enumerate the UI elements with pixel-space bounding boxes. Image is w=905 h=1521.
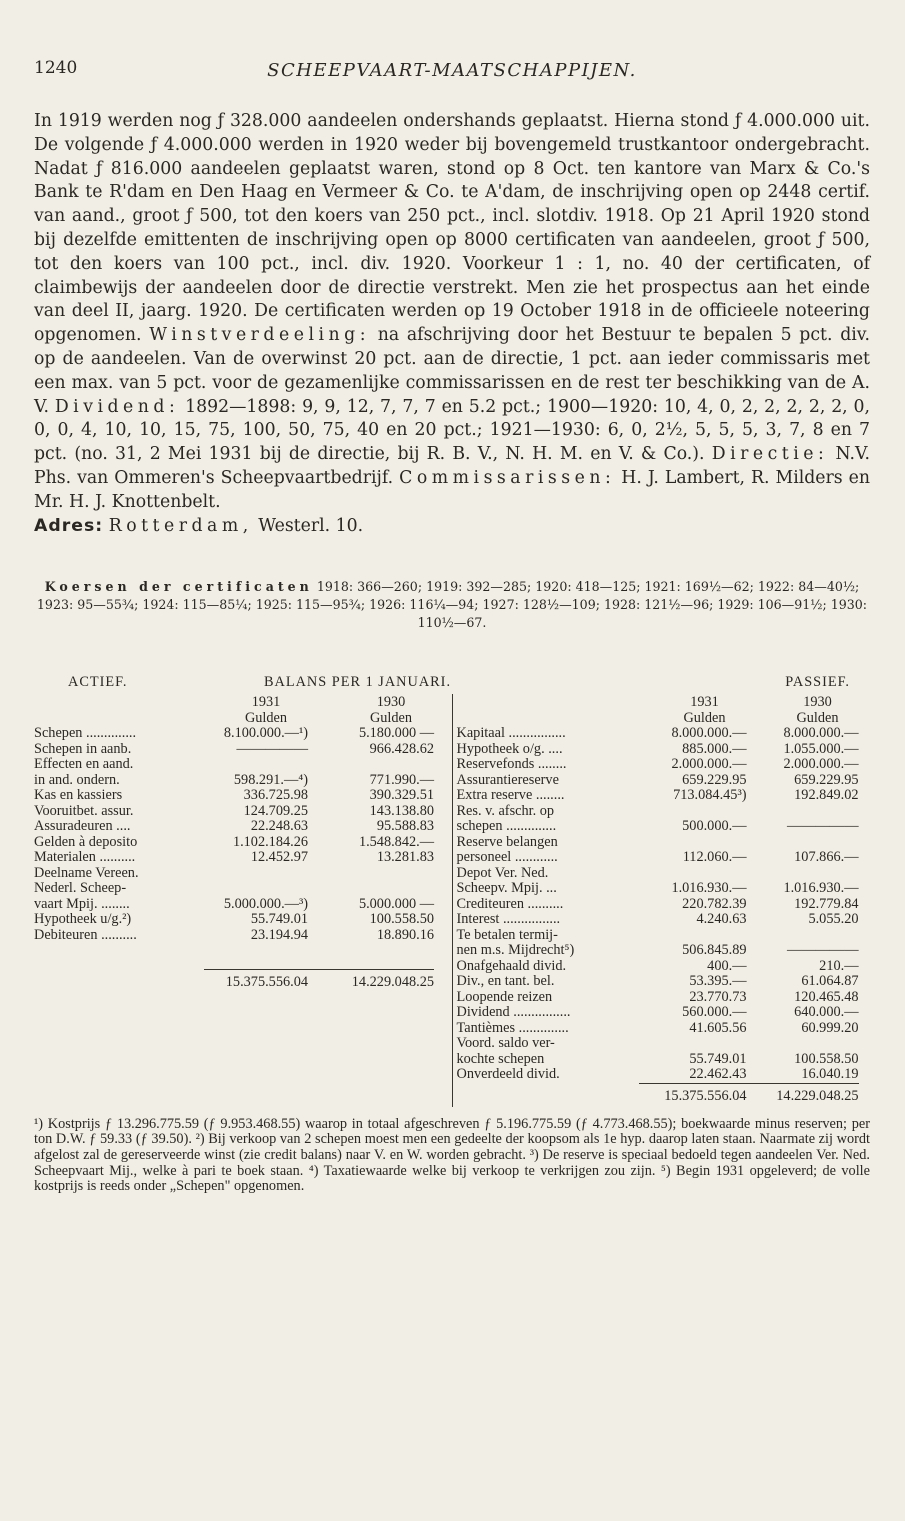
passief-value-1930: 5.055.20 [808,911,859,928]
actief-value-1931: 55.749.01 [250,911,308,928]
actief-row [34,881,452,897]
actief-label: Effecten en aand. [34,756,134,773]
passief-label: PASSIEF. [785,674,850,691]
passief-row [453,974,871,990]
passief-row [453,835,871,851]
passief-value-1931 [639,928,747,944]
passief-value-1930: 192.849.02 [794,787,859,804]
passief-label: Reservefonds ........ [456,756,567,773]
actief-value-1931: 124.709.25 [243,802,308,819]
passief-label: personeel ............ [456,849,558,866]
passief-value-1930: 8.000.000.— [783,725,859,742]
actief-value-1931: 23.194.94 [250,926,308,943]
passief-totals [453,1083,871,1107]
passief-label: nen m.s. Mijdrecht⁵) [456,942,575,959]
balance-header [34,674,870,694]
passief-label: Depot Ver. Ned. [456,864,549,881]
passief-row [453,881,871,897]
passief-row [453,742,871,758]
actief-value-1931: 336.725.98 [243,787,308,804]
footnotes: ¹) Kostprijs ƒ 13.296.775.59 (ƒ 9.953.468.55) waarop in totaal afgeschreven ƒ 5.196.775.59 (ƒ 4.773.468.55); boekwaarde minus reserven; per ton D.W. ƒ 59.33 (ƒ 39.50). ²) Bij verkoop van 2 schepen moest men een gedeelte der koopsom als 1e hyp. daarop laten staan. Naarmate zij wordt afgelost zal de gereserveerde winst (zie credit balans) naar V. en W. worden gebracht. ³) De reserve is speciaal bedoeld tegen aandeelen Ver. Ned. Scheepvaart Mij., welke à pari te boek staan. ⁴) Taxatiewaarde welke bij verkoop te verkrijgen zou zijn. ⁵) Begin 1931 opgeleverd; de volle kostprijs is reeds onder „Schepen" opgenomen. [34,1115,870,1195]
passief-row [453,1052,871,1068]
passief-value-1930: 1.055.000.— [783,740,859,757]
actief-value-1931 [204,757,308,773]
passief-value-1931: 23.770.73 [689,988,747,1005]
passief-value-1930: 1.016.930.— [783,880,859,897]
passief-value-1930 [747,835,859,851]
actief-row [34,835,452,851]
actief-value-1930: 771.990.— [369,771,434,788]
actief-value-1931 [204,881,308,897]
passief-value-1931: 112.060.— [682,849,747,866]
commissarissen-text: H. J. Lambert, R. Milders en Mr. H. J. Knottenbelt. [34,467,870,512]
passief-label: Tantièmes .............. [456,1019,569,1036]
passief-label: Res. v. afschr. op [456,802,555,819]
passief-row [453,850,871,866]
passief-value-1931: 41.605.56 [689,1019,747,1036]
passief-label: Te betalen termij- [456,926,558,943]
company-description [34,110,870,538]
actief-row [34,726,452,742]
passief-value-1931: 4.240.63 [696,911,747,928]
passief-row [453,897,871,913]
passief-row [453,1005,871,1021]
actief-value-1930: 1.548.842.— [358,833,434,850]
passief-label: schepen .............. [456,818,557,835]
passief-row [453,866,871,882]
passief-value-1930: 2.000.000.— [783,756,859,773]
passief-label: Dividend ................ [456,1004,571,1021]
passief-row [453,912,871,928]
passief-row [453,804,871,820]
passief-value-1930: 192.779.84 [794,895,859,912]
passief-row [453,990,871,1006]
passief-label: Assurantiereserve [456,771,559,788]
actief-label: in and. ondern. [34,771,120,788]
passief-value-1930: 659.229.95 [794,771,859,788]
passief-value-1931: 713.084.45³) [673,787,747,804]
passief-unit-1931: Gulden [683,710,726,727]
passief-value-1930 [747,1036,859,1052]
passief-label: Interest ................ [456,911,561,928]
actief-unit-header [34,710,452,726]
balance-columns [34,694,870,1107]
passief-value-1931: 400.— [707,957,747,974]
koersen-section [34,578,870,632]
passief-value-1930 [747,928,859,944]
actief-row [34,819,452,835]
actief-label: Gelden à deposito [34,833,138,850]
actief-label: Assuradeuren .... [34,818,131,835]
winstverdeeling-text: na afschrijving door het Bestuur te bepalen 5 pct. div. op de aandeelen. Van de overwinst 20 pct. aan de directie, 1 pct. aan ieder commissaris met een max. van 5 pct. voor de gezamenlijke commissarissen en de rest ter beschikking van de A. V. [34,325,870,417]
actief-value-1930: 390.329.51 [369,787,434,804]
passief-label: Onverdeeld divid. [456,1066,560,1083]
passief-value-1931 [639,835,747,851]
actief-unit-1930: Gulden [369,710,413,727]
passief-rows [453,726,871,1083]
passief-value-1930: 107.866.— [794,849,859,866]
winstverdeeling-label: Winstverdeeling: [149,325,371,346]
passief-label: Voord. saldo ver- [456,1035,555,1052]
actief-row [34,788,452,804]
passief-value-1931 [639,804,747,820]
actief-row [34,773,452,789]
adres-label: Adres: [34,515,104,536]
paragraph-issuance: In 1919 werden nog ƒ 328.000 aandeelen ondershands geplaatst. Hierna stond ƒ 4.000.000 uit. De volgende ƒ 4.000.000 werden in 1920 weder bij bovengemeld trustkantoor ondergebracht. Nadat ƒ 816.000 aandeelen geplaatst waren, stond op 8 Oct. ten kantore van Marx & Co.'s Bank te R'dam en Den Haag en Vermeer & Co. te A'dam, de inschrijving open op 2448 certif. van aand., groot ƒ 500, tot den koers van 250 pct., incl. slotdiv. 1918. Op 21 April 1920 stond bij dezelfde emittenten de inschrijving open op 8000 certificaten van aandeelen, groot ƒ 500, tot den koers van 100 pct., incl. div. 1920. Voorkeur 1 : 1, no. 40 der certificaten, of claimbewijs der aandeelen door de directie verstrekt. Men zie het prospectus aan het einde van deel II, jaarg. 1920. De certificaten werden op 19 October 1918 in de officieele noteering opgenomen. [34,111,870,346]
actief-year-1931: 1931 [251,694,281,711]
passief-label: Loopende reizen [456,988,553,1005]
actief-value-1931: 12.452.97 [250,849,308,866]
passief-value-1931: 55.749.01 [689,1050,747,1067]
passief-label: Extra reserve ........ [456,787,565,804]
page [34,52,870,1195]
passief-label: Kapitaal ................ [456,725,566,742]
commissarissen-label: Commissarissen: [399,467,616,488]
balance-sheet [34,674,870,1107]
actief-row [34,757,452,773]
page-number: 1240 [34,58,78,78]
passief-value-1931: 560.000.— [682,1004,747,1021]
actief-label: Kas en kassiers [34,787,123,804]
actief-total-1930: 14.229.048.25 [308,969,434,993]
dividend-label: Dividend: [54,396,180,417]
actief-label: Schepen in aanb. [34,740,132,757]
page-header [34,52,870,88]
actief-row [34,928,452,944]
actief-value-1930: 100.558.50 [369,911,434,928]
passief-label: Hypotheek o/g. .... [456,740,563,757]
passief-value-1931: 500.000.— [682,818,747,835]
passief-value-1930: 60.999.20 [801,1019,859,1036]
passief-row [453,773,871,789]
passief-value-1930: 61.064.87 [801,973,859,990]
passief-value-1930 [747,866,859,882]
actief-total-1931: 15.375.556.04 [204,969,308,993]
passief-row [453,726,871,742]
actief-row [34,912,452,928]
actief-row [34,866,452,882]
actief-value-1930: 966.428.62 [369,740,434,757]
koersen-text: 1918: 366—260; 1919: 392—285; 1920: 418—125; 1921: 169½—62; 1922: 84—40½; 1923: 95—55¾; 1924: 115—85¼; 1925: 115—95¾; 1926: 116¼—94; 1927: 128½—109; 1928: 121½—96; 1929: 106—91½; 1930: 110½—67. [36,579,868,631]
actief-label: Deelname Vereen. [34,864,139,881]
directie-label: Directie: [711,444,829,465]
passief-value-1931: 659.229.95 [682,771,747,788]
actief-value-1930: 5.180.000 — [358,725,434,742]
passief-column [453,694,871,1107]
actief-row [34,742,452,758]
directie-text: N.V. Phs. van Ommeren's Scheepvaartbedrijf. [34,444,870,488]
passief-value-1931: 885.000.— [682,740,747,757]
passief-unit-header [453,710,871,726]
passief-value-1931 [639,866,747,882]
passief-row [453,1067,871,1083]
passief-value-1931: 53.395.— [689,973,747,990]
actief-value-1931: 5.000.000.—³) [223,895,308,912]
passief-label: kochte schepen [456,1050,545,1067]
actief-row [34,850,452,866]
running-title: SCHEEPVAART-MAATSCHAPPIJEN. [267,60,637,81]
actief-value-1930: 13.281.83 [376,849,434,866]
passief-value-1931: 220.782.39 [682,895,747,912]
actief-row [34,804,452,820]
actief-label: ACTIEF. [68,674,128,691]
actief-value-1931: 1.102.184.26 [232,833,308,850]
passief-value-1931: 8.000.000.— [671,725,747,742]
passief-value-1930: 640.000.— [794,1004,859,1021]
actief-label: Vooruitbet. assur. [34,802,134,819]
actief-value-1930: 143.138.80 [369,802,434,819]
actief-row [34,897,452,913]
passief-label: Crediteuren .......... [456,895,564,912]
actief-totals [34,969,452,993]
passief-value-1930: 120.465.48 [794,988,859,1005]
passief-value-1930: ————— [787,942,859,959]
passief-total-1931: 15.375.556.04 [639,1083,747,1107]
actief-column [34,694,453,1107]
balance-title: BALANS PER 1 JANUARI. [264,674,452,691]
actief-value-1930 [308,757,434,773]
actief-label: Materialen .......... [34,849,136,866]
passief-row [453,819,871,835]
actief-rows [34,726,452,943]
passief-value-1930 [747,804,859,820]
actief-value-1931: 22.248.63 [250,818,308,835]
passief-row [453,928,871,944]
koersen-label: Koersen der certificaten [44,579,313,595]
actief-label: Hypotheek u/g.²) [34,911,132,928]
actief-value-1930: 95.588.83 [376,818,434,835]
passief-value-1930: 100.558.50 [794,1050,859,1067]
passief-label: Onafgehaald divid. [456,957,567,974]
passief-value-1930: 16.040.19 [801,1066,859,1083]
passief-row [453,959,871,975]
actief-value-1931 [204,866,308,882]
adres-street: Westerl. 10. [258,515,364,536]
actief-unit-1931: Gulden [244,710,288,727]
passief-row [453,943,871,959]
actief-year-1930: 1930 [376,694,406,711]
actief-label: Nederl. Scheep- [34,880,127,897]
passief-year-1931: 1931 [690,694,719,711]
passief-value-1931: 2.000.000.— [671,756,747,773]
passief-value-1930: ————— [787,818,859,835]
actief-label: Debiteuren .......... [34,926,137,943]
actief-label: vaart Mpij. ........ [34,895,130,912]
dividend-text: 1892—1898: 9, 9, 12, 7, 7, 7 en 5.2 pct.; 1900—1920: 10, 4, 0, 2, 2, 2, 2, 2, 0, 0, 0, 4, 10, 10, 15, 75, 100, 50, 75, 40 en 20 pct.; 1921—1930: 6, 0, 2½, 5, 5, 5, 3, 7, 8 en 7 pct. (no. 31, 2 Mei 1931 bij de directie, bij R. B. V., N. H. M. en V. & Co.). [34,396,871,465]
passief-row [453,757,871,773]
actief-value-1930: 5.000.000 — [358,895,434,912]
actief-value-1931: ————— [236,740,308,757]
passief-label: Div., en tant. bel. [456,973,555,990]
passief-total-1930: 14.229.048.25 [747,1083,859,1107]
passief-value-1931: 22.462.43 [689,1066,747,1083]
passief-year-1930: 1930 [803,694,832,711]
passief-label: Scheepv. Mpij. ... [456,880,557,897]
passief-value-1931: 506.845.89 [682,942,747,959]
passief-row [453,1036,871,1052]
passief-row [453,1021,871,1037]
actief-label: Schepen .............. [34,725,137,742]
actief-value-1930: 18.890.16 [376,926,434,943]
actief-value-1930 [308,881,434,897]
passief-value-1930: 210.— [819,957,859,974]
passief-row [453,788,871,804]
passief-unit-1930: Gulden [796,710,839,727]
actief-value-1931: 598.291.—⁴) [233,771,308,788]
passief-label: Reserve belangen [456,833,558,850]
passief-value-1931 [639,1036,747,1052]
actief-value-1931: 8.100.000.—¹) [223,725,308,742]
passief-value-1931: 1.016.930.— [671,880,747,897]
actief-value-1930 [308,866,434,882]
actief-year-header [34,694,452,710]
passief-year-header [453,694,871,710]
adres-place: Rotterdam, [108,515,253,536]
